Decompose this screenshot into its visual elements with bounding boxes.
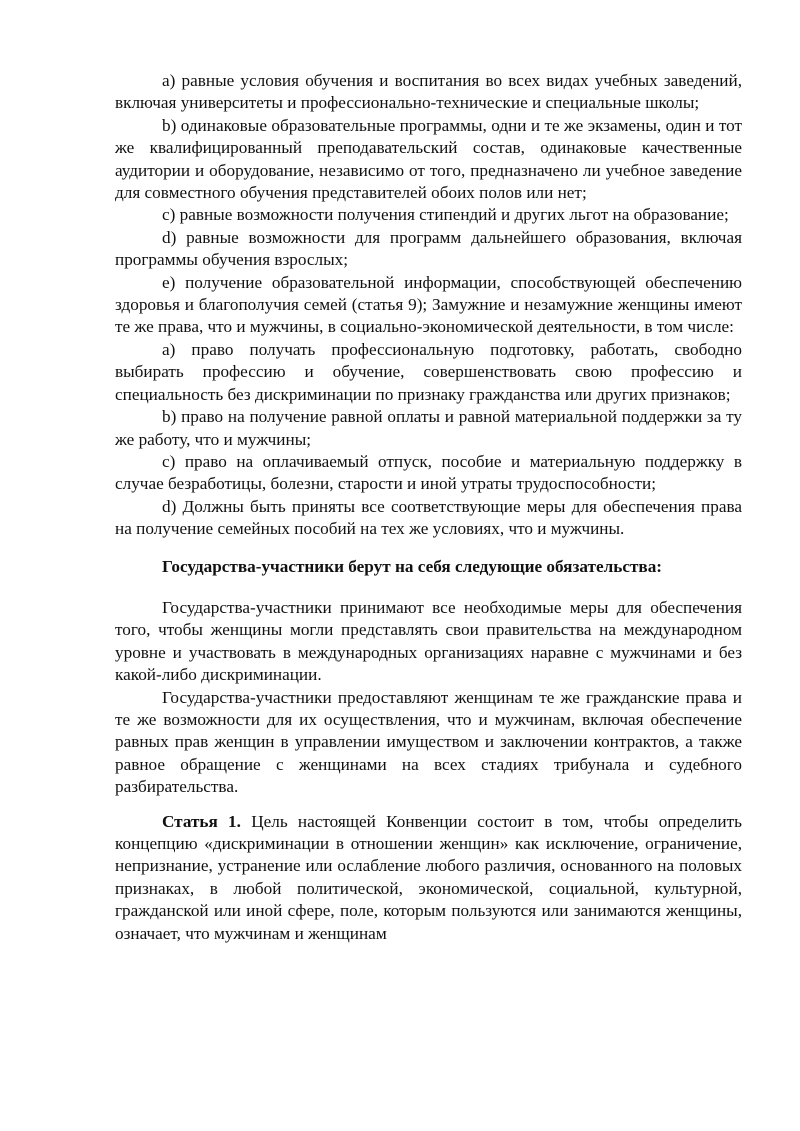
paragraph-education-b: b) одинаковые образовательные программы, одни и те же экзамены, один и тот же квалифицированный преподавательский состав, одинаковые качественные аудитории и оборудование, независимо от того, предназначено ли учебное заведение для совместного обучения представителей обоих полов или нет; [115,115,742,203]
paragraph-work-c: c) право на оплачиваемый отпуск, пособие и материальную поддержку в случае безработицы, болезни, старости и иной утраты трудоспособности; [115,451,742,494]
paragraph-education-a: a) равные условия обучения и воспитания во всех видах учебных заведений, включая университеты и профессионально-технические и специальные школы; [115,71,742,113]
article-1-label: Статья 1. [162,811,241,831]
paragraph-education-e: e) получение образовательной информации, способствующей обеспечению здоровья и благополучия семей (статья 9); Замужние и незамужние женщины имеют те же права, что и мужчины, в социально-экономической деятельности, в том числе: [115,272,742,337]
section-heading: Государства-участники берут на себя следующие обязательства: [162,556,663,576]
paragraph-work-b: b) право на получение равной оплаты и равной материальной поддержки за ту же работу, что и мужчины; [115,407,742,449]
paragraph-education-c: c) равные возможности получения стипендий и других льгот на образование; [162,205,729,225]
paragraph-civil-rights: Государства-участники предоставляют женщинам те же гражданские права и те же возможности для их осуществления, что и мужчинам, включая обеспечение равных прав женщин в управлении имуществом и заключении контрактов, а также равное обращение с женщинами на всех стадиях трибунала и судебного разбирательства. [115,687,742,797]
paragraph-education-d: d) равные возможности для программ дальнейшего образования, включая программы обучения взрослых; [115,227,742,270]
paragraph-work-d: d) Должны быть приняты все соответствующие меры для обеспечения права на получение семейных пособий на тех же условиях, что и мужчины. [115,496,742,539]
paragraph-representation: Государства-участники принимают все необходимые меры для обеспечения того, чтобы женщины могли представлять свои правительства на международном уровне и участвовать в международных организациях наравне с мужчинами и без какой-либо дискриминации. [115,597,742,685]
article-1-text: Цель настоящей Конвенции состоит в том, чтобы определить концепцию «дискриминации в отношении женщин» как исключение, ограничение, непризнание, устранение или ослабление любого различия, основанного на половых признаках, в любой политической, экономической, социальной, культурной, гражданской или иной сфере, поле, которым пользуются или занимаются женщины, означает, что мужчинам и женщинам [115,811,742,943]
article-1-paragraph [115,811,742,945]
paragraph-work-a: a) право получать профессиональную подготовку, работать, свободно выбирать профессию и обучение, совершенствовать свою профессию и специальность без дискриминации по признаку гражданства или других признаков; [115,339,742,404]
document-page [115,70,742,945]
